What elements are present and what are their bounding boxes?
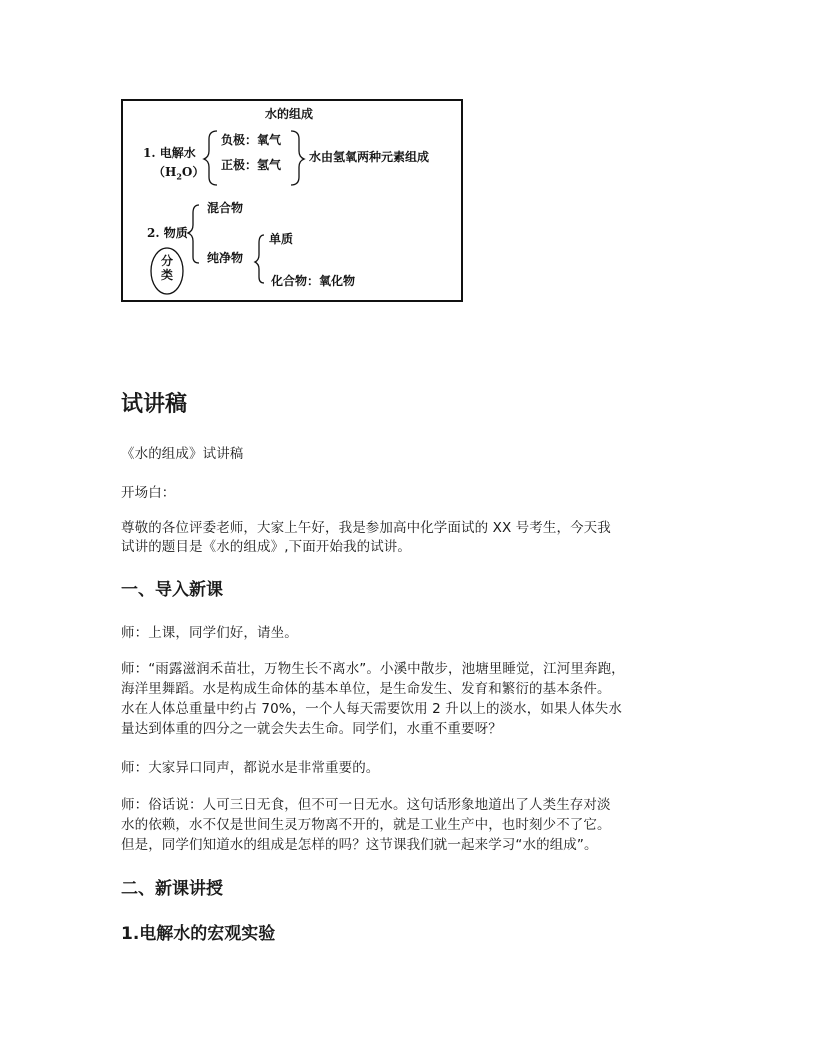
- subsection-heading-electrolysis: 1.电解水的宏观实验: [121, 924, 276, 944]
- page-heading: 试讲稿: [121, 392, 188, 417]
- brace-substance: [188, 205, 199, 263]
- mixture-label: 混合物: [207, 201, 244, 215]
- paragraph-2-line-4: 量达到体重的四分之一就会失去生命。同学们，水重不重要呀？: [121, 721, 502, 737]
- positive-electrode: 正极：氢气: [221, 158, 282, 172]
- opening-paragraph-line-2: 试讲的题目是《水的组成》,下面开始我的试讲。: [121, 539, 411, 555]
- element-label: 单质: [269, 232, 294, 246]
- paragraph-2-line-1: 师：“雨露滋润禾苗壮，万物生长不离水”。小溪中散步，池塘里睡觉，江河里奔跑，: [121, 661, 625, 677]
- section-heading-new-lesson: 二、新课讲授: [121, 879, 223, 899]
- substance-label: 2. 物质: [147, 226, 188, 240]
- paragraph-4-line-2: 水的依赖，水不仅是世间生灵万物离不开的，就是工业生产中，也时刻少不了它。: [121, 817, 611, 833]
- paragraph-4-line-1: 师：俗话说：人可三日无食，但不可一日无水。这句话形象地道出了人类生存对淡: [121, 797, 611, 813]
- diagram-brackets: [123, 101, 461, 300]
- brace-pure: [255, 235, 264, 283]
- opening-paragraph-line-1: 尊敬的各位评委老师，大家上午好，我是参加高中化学面试的 XX 号考生，今天我: [121, 520, 611, 536]
- paragraph-4-line-3: 但是，同学们知道水的组成是怎样的吗？这节课我们就一起来学习“水的组成”。: [121, 837, 598, 853]
- classification-char-2: 类: [161, 268, 174, 282]
- brace-electrolysis: [204, 131, 217, 185]
- brace-conclusion: [291, 131, 304, 185]
- paragraph-1: 师：上课，同学们好，请坐。: [121, 625, 298, 641]
- section-heading-intro: 一、导入新课: [121, 580, 223, 600]
- paragraph-2-line-3: 水在人体总重量中约占 70%，一个人每天需要饮用 2 升以上的淡水，如果人体失水: [121, 701, 622, 717]
- compound-label: 化合物：氧化物: [271, 274, 356, 288]
- paragraph-3: 师：大家异口同声，都说水是非常重要的。: [121, 760, 380, 776]
- negative-electrode: 负极：氧气: [221, 133, 282, 147]
- diagram-title: 水的组成: [265, 107, 314, 121]
- document-subtitle: 《水的组成》试讲稿: [121, 446, 244, 462]
- paragraph-2-line-2: 海洋里舞蹈。水是构成生命体的基本单位，是生命发生、发育和繁衍的基本条件。: [121, 681, 611, 697]
- opening-label: 开场白：: [121, 485, 176, 501]
- electrolysis-conclusion: 水由氢氧两种元素组成: [309, 150, 430, 164]
- water-composition-diagram: [121, 99, 463, 302]
- water-formula: $(H_2O)$: [153, 165, 205, 182]
- pure-substance-label: 纯净物: [207, 251, 244, 265]
- electrolysis-label: 1. 电解水: [143, 146, 196, 160]
- classification-char-1: 分: [161, 254, 174, 268]
